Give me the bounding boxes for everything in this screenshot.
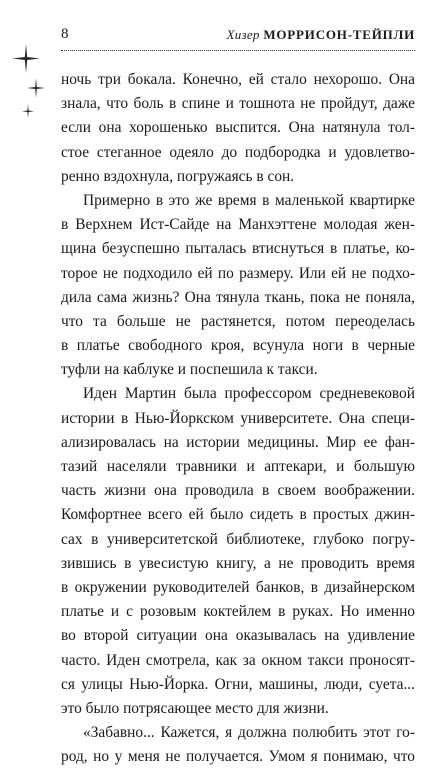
text-line: что та больше не растянется, потом переоделась [61,312,415,330]
running-head-author [226,27,415,43]
text-line: Иден Мартин была профессором средневековой [83,385,415,403]
text-line: дила сама жизнь? Она тянула ткань, пока не поняла, [61,288,415,306]
text-line: в платье свободного кроя, всунула ноги в черные [61,337,415,355]
text-line: «Забавно... Кажется, я должна полюбить этот го- [83,724,415,742]
text-line: туфли на каблуке и поспешила к такси. [61,361,318,379]
running-header [61,26,415,46]
text-line: стое стеганное одеяло до подбородка и удовлетво- [61,143,415,161]
text-line: в окружении руководителей банков, в дизайнерском [61,578,415,596]
text-line: ночь три бокала. Конечно, ей стало нехорошо. Она [61,71,415,88]
text-line: платье и с розовым коктейлем в руках. Но именно [61,603,415,621]
text-line: Примерно в это же время в маленькой квартирке [83,191,415,209]
sparkle-icon [12,44,40,73]
text-line: ся улицы Нью-Йорка. Огни, машины, люди, суета... [61,675,415,693]
text-line: зившись в увесистую книгу, а не проводить время [61,554,415,572]
author-first-name: Хизер [226,27,260,42]
sparkle-icon [22,104,34,118]
header-dotted-rule [61,50,415,51]
text-line: истории в Нью-Йоркском университете. Она специ- [61,409,415,427]
text-line: если она хорошенько выспится. Она натянула тол- [61,119,415,137]
text-line: в Верхнем Ист-Сайде на Манхэттене молодая жен- [61,216,415,234]
author-last-name: МОРРИСОН-ТЕЙПЛИ [263,27,415,42]
text-line: тазий населяли травники и аптекари, и большую [61,458,415,475]
text-line: Комфортнее всего ей было сидеть в простых джин- [61,506,415,524]
text-line: это было потрясающее место для жизни. [61,699,329,717]
text-line: род, но у меня не получается. Умом я понимаю, что [61,748,415,766]
text-line: ренно вздохнула, погружаясь в сон. [61,167,295,185]
text-line: во второй ситуации она оказывалась на удивление [61,627,415,645]
text-line: знала, что боль в спине и тошнота не пройдут, даже [61,95,415,113]
sparkle-stars-ornament [10,40,50,130]
sparkle-icon [27,78,45,98]
text-line: ализировалась на истории медицины. Мир ее фан- [61,433,415,451]
text-line: щина безуспешно пыталась втиснуться в платье, ко- [61,240,415,258]
text-line: сах в университетской библиотеке, глубоко погру- [61,530,415,548]
page-number: 8 [61,26,69,42]
text-line: торое не подходило ей по размеру. Или ей не подхо- [61,264,415,282]
body-text [61,68,415,769]
text-line: часть жизни она проводила в своем воображении. [61,482,415,500]
text-line: часто. Иден смотрела, как за окном такси проносят- [61,651,415,669]
